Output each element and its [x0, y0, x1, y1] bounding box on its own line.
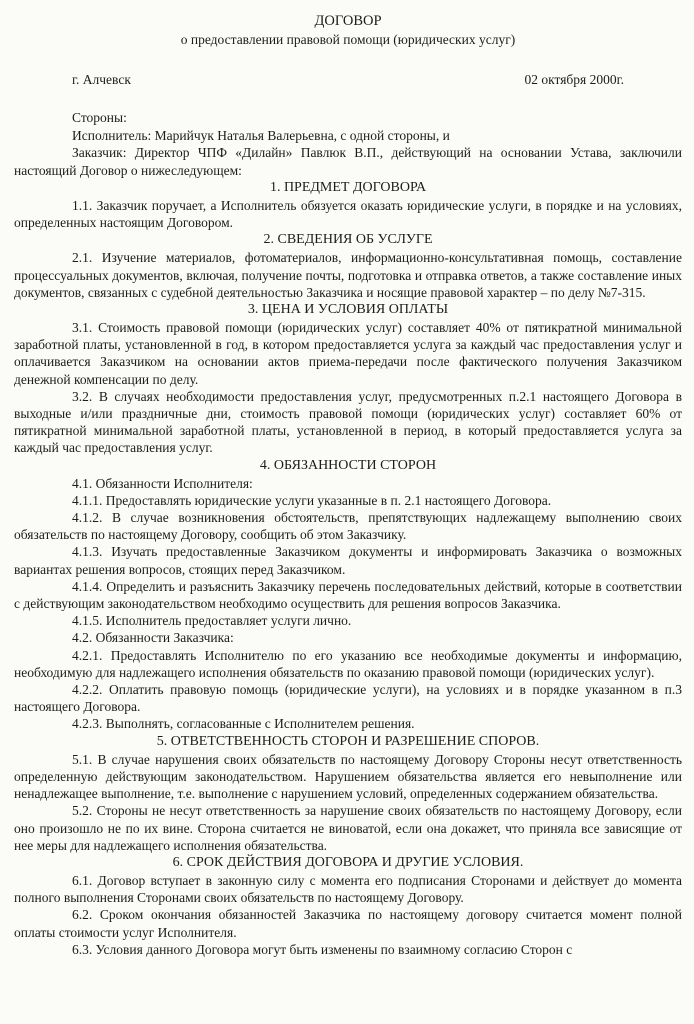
city: г. Алчевск [72, 72, 131, 87]
clause: 5.1. В случае нарушения своих обязательств по настоящему Договору Стороны несут ответственность определенную действующим законодательством. Нарушением обязательства является его невыполнение или ненадлежащее выполнение, т.е. выполнение с нарушением условий, определенных содержанием обязательства. [14, 751, 682, 802]
clause: 4.2.2. Оплатить правовую помощь (юридические услуги), на условиях и в порядке указанном в п.3 настоящего Договора. [14, 682, 682, 715]
clause: 4.2.3. Выполнять, согласованные с Исполнителем решения. [72, 716, 415, 732]
contract-sections [14, 179, 682, 958]
clause: 1.1. Заказчик поручает, а Исполнитель обязуется оказать юридические услуги, в порядке и на условиях, определенных настоящим Договором. [14, 198, 682, 231]
section-heading: 1. ПРЕДМЕТ ДОГОВОРА [269, 180, 427, 195]
clause: 4.1.1. Предоставлять юридические услуги указанные в п. 2.1 настоящего Договора. [72, 492, 552, 508]
clause: 4.1.4. Определить и разъяснить Заказчику перечень последовательных действий, которые в соответствии с действующим законодательством необходимо осуществить для решения вопросов Заказчика. [14, 578, 682, 612]
place-date-row [14, 71, 682, 89]
clause: 3.1. Стоимость правовой помощи (юридических услуг) составляет 40% от пятикратной минимальной заработной платы, установленной в год, в котором предоставляется услуга за каждый час предоставления услуг и оплачивается Заказчиком на основании актов приема-передачи после фактического получения Заказчиком денежной компенсации по делу. [14, 320, 682, 387]
parties-heading: Стороны: [72, 110, 127, 125]
clause: 2.1. Изучение материалов, фотоматериалов, информационно-консультативная помощь, составление процессуальных документов, включая, получение почты, подготовка и отправка ответов, а также составление иных документов, связанных с судебной деятельностью Заказчика и носящие правовой характер – по делу №7-315. [14, 250, 682, 300]
clause: 4.2. Обязанности Заказчика: [72, 630, 234, 646]
section-heading: 3. ЦЕНА И УСЛОВИЯ ОПЛАТЫ [247, 302, 449, 318]
document-title: ДОГОВОР [314, 13, 382, 29]
parties-block [14, 109, 682, 179]
clause: 6.3. Условия данного Договора могут быть изменены по взаимному согласию Сторон с [72, 941, 573, 957]
clause: 6.1. Договор вступает в законную силу с момента его подписания Сторонами и действует до момента полного выполнения Сторонами своих обязательств по настоящему Договору. [14, 872, 682, 906]
section-heading: 5. ОТВЕТСТВЕННОСТЬ СТОРОН И РАЗРЕШЕНИЕ СПОРОВ. [156, 733, 540, 749]
executor-line: Исполнитель: Марийчук Наталья Валерьевна, с одной стороны, и [72, 127, 450, 143]
clause: 4.1.5. Исполнитель предоставляет услуги лично. [72, 613, 352, 629]
clause: 4.1.2. В случае возникновения обстоятельств, препятствующих надлежащему выполнению своих обязательств по настоящему Договору, сообщить об этом Заказчику. [14, 510, 682, 543]
section-heading: 4. ОБЯЗАННОСТИ СТОРОН [259, 457, 437, 473]
clause: 4.2.1. Предоставлять Исполнителю по его указанию все необходимые документы и информацию, необходимую для надлежащего исполнения обязательств по оказанию правовой помощи (юридических услуг). [14, 647, 682, 680]
clause: 5.2. Стороны не несут ответственность за нарушение своих обязательств по настоящему Договору, если оно произошло не по их вине. Сторона считается не виноватой, если она докажет, что приняла все зависящие от нее меры для надлежащего исполнения обязательства. [14, 803, 682, 853]
section-heading: 2. СВЕДЕНИЯ ОБ УСЛУГЕ [263, 232, 433, 248]
contract-date: 02 октября 2000г. [524, 72, 624, 87]
clause: 4.1. Обязанности Исполнителя: [72, 475, 253, 491]
clause: 4.1.3. Изучать предоставленные Заказчиком документы и информировать Заказчика о возможных вариантах решения вопросов, стоящих перед Заказчиком. [14, 544, 682, 577]
clause: 3.2. В случаях необходимости предоставления услуг, предусмотренных п.2.1 настоящего Договора в выходные и/или праздничные дни, стоимость правовой помощи (юридических услуг) составляет 60% от пятикратной минимальной заработной платы, установленной в период, в который предоставляется услуга за каждый час предоставления услуг. [14, 388, 682, 456]
clause: 6.2. Сроком окончания обязанностей Заказчика по настоящему договору считается момент полной оплаты стоимости услуг Исполнителя. [14, 907, 682, 940]
document-subtitle: о предоставлении правовой помощи (юридических услуг) [180, 32, 516, 47]
customer-line: Заказчик: Директор ЧПФ «Дилайн» Павлюк В.П., действующий на основании Устава, заключили настоящий Договор о нижеследующем: [14, 145, 682, 178]
section-heading: 6. СРОК ДЕЙСТВИЯ ДОГОВОРА И ДРУГИЕ УСЛОВИЯ. [172, 854, 524, 870]
